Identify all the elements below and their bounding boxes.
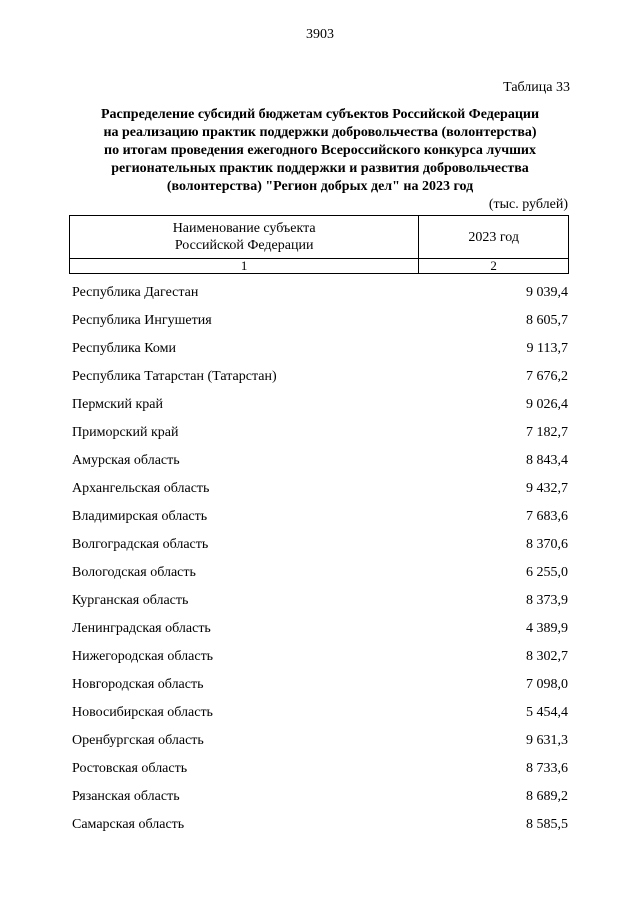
subsidy-value: 8 585,5 [526,817,568,832]
table-row [72,447,568,475]
subject-name: Нижегородская область [72,649,214,664]
table-row [72,307,568,335]
column-header-subject-line1: Наименование субъекта [172,221,316,236]
subsidy-value: 8 843,4 [526,453,568,468]
subject-name: Ленинградская область [72,621,211,636]
column-header-year: 2023 год [419,216,569,259]
subsidy-value: 9 113,7 [526,341,568,356]
table-row [72,503,568,531]
subsidy-value: 9 631,3 [526,733,568,748]
subsidy-value: 6 255,0 [526,565,568,580]
unit-note: (тыс. рублей) [488,197,568,212]
subsidy-value: 8 370,6 [526,537,568,552]
subject-name: Республика Татарстан (Татарстан) [72,369,277,384]
subsidy-value: 8 605,7 [526,313,568,328]
table-row [72,335,568,363]
subject-name: Приморский край [72,425,179,440]
table-label: Таблица 33 [503,80,570,95]
subject-name: Владимирская область [72,509,208,524]
subject-name: Пермский край [72,397,163,412]
subject-name: Курганская область [72,593,189,608]
subject-name: Рязанская область [72,789,180,804]
table-row [72,531,568,559]
table-row [72,615,568,643]
table-header [69,215,569,274]
subsidy-value: 8 733,6 [526,761,568,776]
subject-name: Самарская область [72,817,185,832]
subsidy-value: 7 683,6 [526,509,568,524]
subject-name: Новосибирская область [72,705,213,720]
subject-name: Архангельская область [72,481,210,496]
title-line: Распределение субсидий бюджетам субъектов Российской Федерации [100,107,540,122]
title-line: (волонтерства) "Регион добрых дел" на 2023 год [166,179,474,194]
column-header-subject-line2: Российской Федерации [174,238,314,253]
column-number-1: 1 [70,259,419,274]
subject-name: Амурская область [72,453,180,468]
header-row [70,216,569,259]
subject-name: Новгородская область [72,677,204,692]
subject-name: Волгоградская область [72,537,209,552]
table-row [72,587,568,615]
table-row [72,783,568,811]
subsidy-value: 7 098,0 [526,677,568,692]
subsidy-value: 4 389,9 [526,621,568,636]
table-title [60,106,580,196]
table-row [72,643,568,671]
subsidy-value: 9 039,4 [526,285,568,300]
table-row [72,475,568,503]
table-row [72,727,568,755]
title-line: регионательных практик поддержки и развития добровольчества [111,161,529,176]
table-row [72,811,568,839]
subsidy-value: 7 182,7 [526,425,568,440]
subject-name: Оренбургская область [72,733,204,748]
title-line: на реализацию практик поддержки добровольчества (волонтерства) [103,125,537,140]
table-row [72,391,568,419]
subject-name: Республика Коми [72,341,176,356]
subsidy-value: 8 373,9 [526,593,568,608]
subject-name: Республика Дагестан [72,285,199,300]
column-header-subject [70,216,419,259]
subsidy-value: 5 454,4 [526,705,568,720]
table-row [72,279,568,307]
column-number-2: 2 [419,259,569,274]
title-line: по итогам проведения ежегодного Всероссийского конкурса лучших [104,143,536,158]
subject-name: Вологодская область [72,565,196,580]
subsidy-value: 8 302,7 [526,649,568,664]
subsidy-value: 7 676,2 [526,369,568,384]
table-body [72,279,568,839]
table-row [72,699,568,727]
table-row [72,755,568,783]
subsidy-value: 8 689,2 [526,789,568,804]
subsidy-value: 9 432,7 [526,481,568,496]
table-row [72,671,568,699]
subject-name: Ростовская область [72,761,188,776]
table-row [72,559,568,587]
page-number: 3903 [306,27,334,42]
subject-name: Республика Ингушетия [72,313,212,328]
table-row [72,363,568,391]
column-number-row [70,259,569,274]
subsidy-value: 9 026,4 [526,397,568,412]
table-row [72,419,568,447]
